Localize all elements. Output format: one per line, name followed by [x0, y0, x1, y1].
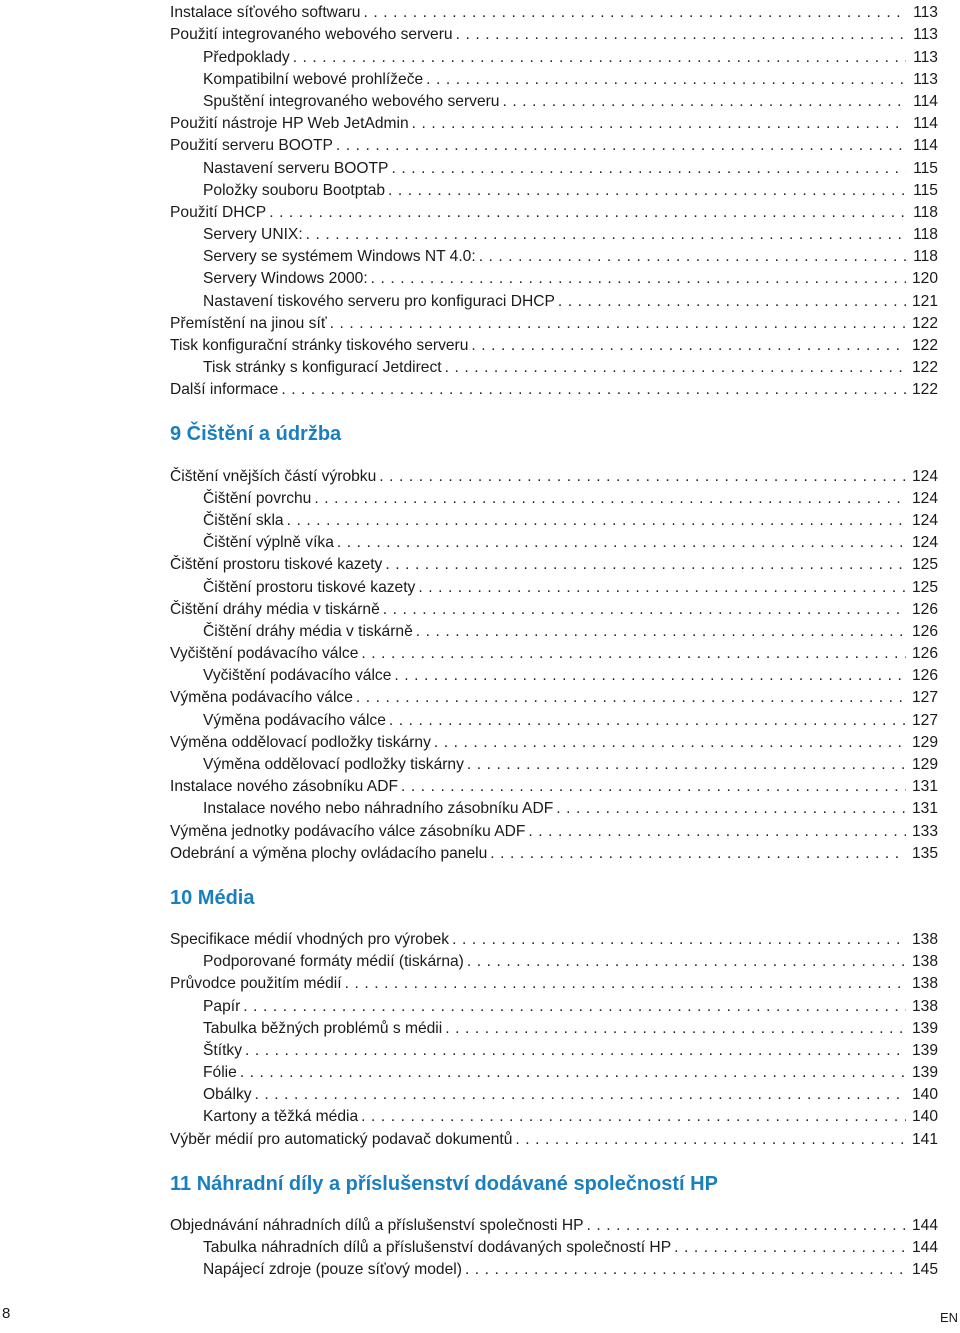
dot-leader: [314, 490, 906, 508]
toc-page-number: 131: [911, 778, 938, 796]
toc-page-number: 145: [911, 1261, 938, 1279]
dot-leader: [389, 712, 906, 730]
toc-subentry[interactable]: [170, 1235, 938, 1257]
toc-entry-title: Použití integrovaného webového serveru: [170, 26, 453, 44]
toc-subentry[interactable]: [170, 67, 938, 89]
toc-subentry[interactable]: [170, 355, 938, 377]
toc-page-number: 114: [913, 137, 938, 155]
toc-entry[interactable]: [170, 133, 938, 155]
toc-page-number: 122: [911, 359, 938, 377]
toc-entry-title: Položky souboru Bootptab: [203, 181, 386, 199]
toc-page-number: 138: [911, 953, 938, 971]
dot-leader: [356, 689, 906, 707]
toc-page-number: 113: [913, 4, 938, 22]
toc-subentry[interactable]: [170, 222, 938, 244]
toc-subentry[interactable]: [170, 288, 938, 310]
toc-page-number: 114: [913, 115, 938, 133]
toc-subentry[interactable]: [170, 508, 938, 530]
toc-page-number: 126: [911, 600, 938, 618]
dot-leader: [528, 823, 906, 841]
toc-subentry[interactable]: [170, 949, 938, 971]
dot-leader: [558, 293, 906, 311]
dot-leader: [281, 381, 906, 399]
dot-leader: [385, 556, 906, 574]
toc-entry[interactable]: [170, 730, 938, 752]
toc-entry[interactable]: [170, 200, 938, 222]
toc-page-number: 133: [911, 822, 938, 840]
toc-page-number: 122: [911, 337, 938, 354]
toc-entry-title: Čištění skla: [203, 511, 284, 529]
toc-page-number: 124: [911, 467, 938, 485]
toc-page-number: 131: [911, 800, 938, 818]
toc-entry[interactable]: [170, 927, 938, 949]
toc-page-number: 122: [911, 314, 938, 332]
toc-page-number: 122: [911, 381, 938, 399]
toc-page-number: 113: [913, 26, 938, 44]
toc-page-number: 114: [913, 92, 938, 110]
table-of-contents: [170, 0, 938, 1279]
dot-leader: [306, 226, 906, 244]
toc-entry-title: Čištění vnějších částí výrobku: [170, 467, 377, 485]
dot-leader: [434, 734, 906, 752]
toc-entry-title: Podporované formáty médií (tiskárna): [203, 953, 464, 971]
toc-subentry[interactable]: [170, 993, 938, 1015]
chapter-spacer: [170, 910, 938, 927]
toc-page-number: 113: [913, 48, 938, 66]
toc-subentry[interactable]: [170, 619, 938, 641]
dot-leader: [426, 71, 906, 89]
toc-entry[interactable]: [170, 22, 938, 44]
dot-leader: [361, 1108, 906, 1126]
toc-entry-title: Nastavení tiskového serveru pro konfiguraci DHCP: [203, 292, 555, 310]
chapter-heading[interactable]: 9 Čištění a údržba: [170, 423, 342, 446]
toc-page-number: 138: [911, 997, 938, 1015]
toc-page-number: 127: [911, 711, 938, 729]
toc-entry-title: Výměna oddělovací podložky tiskárny: [203, 756, 464, 773]
dot-leader: [452, 931, 906, 949]
dot-leader: [467, 756, 906, 774]
toc-page-number: 115: [913, 159, 938, 177]
dot-leader: [255, 1086, 906, 1104]
toc-entry-title: Výměna jednotky podávacího válce zásobníku ADF: [170, 822, 526, 840]
toc-entry[interactable]: [170, 971, 938, 993]
toc-subentry[interactable]: [170, 1016, 938, 1038]
dot-leader: [418, 579, 906, 597]
dot-leader: [456, 26, 906, 44]
toc-page-number: 140: [911, 1108, 938, 1126]
toc-entry[interactable]: [170, 0, 938, 22]
toc-entry-title: Servery se systémem Windows NT 4.0:: [203, 248, 476, 266]
dot-leader: [240, 1064, 906, 1082]
toc-entry-title: Čištění dráhy média v tiskárně: [170, 600, 380, 618]
dot-leader: [394, 667, 906, 685]
toc-entry-title: Odebrání a výměna plochy ovládacího panelu: [170, 844, 488, 862]
toc-entry[interactable]: [170, 377, 938, 399]
dot-leader: [245, 1042, 906, 1060]
toc-page-number: 126: [911, 645, 938, 663]
toc-page-number: 129: [911, 756, 938, 773]
chapter-spacer: [170, 446, 938, 463]
dot-leader: [383, 601, 906, 619]
toc-entry-title: Čištění dráhy média v tiskárně: [203, 622, 413, 640]
toc-subentry[interactable]: [170, 1257, 938, 1279]
chapter-heading[interactable]: 10 Média: [170, 886, 255, 909]
toc-entry-title: Tisk stránky s konfigurací Jetdirect: [203, 359, 442, 377]
toc-entry-title: Kompatibilní webové prohlížeče: [203, 70, 424, 88]
toc-entry-title: Výměna oddělovací podložky tiskárny: [170, 733, 431, 751]
toc-page-number: 127: [911, 689, 938, 707]
dot-leader: [388, 182, 906, 200]
toc-page-number: 125: [911, 578, 938, 596]
toc-page-number: 120: [911, 270, 938, 288]
page-number: 8: [2, 1305, 11, 1322]
dot-leader: [416, 623, 906, 641]
toc-page-number: 139: [911, 1064, 938, 1082]
toc-page-number: 135: [911, 844, 938, 862]
toc-subentry[interactable]: [170, 707, 938, 729]
toc-page-number: 126: [911, 622, 938, 640]
dot-leader: [243, 998, 906, 1016]
toc-subentry[interactable]: [170, 796, 938, 818]
toc-entry-title: Použití serveru BOOTP: [170, 137, 333, 155]
toc-entry[interactable]: [170, 685, 938, 707]
chapter-heading[interactable]: 11 Náhradní díly a příslušenství dodávané společností HP: [170, 1172, 718, 1195]
toc-subentry[interactable]: [170, 486, 938, 508]
toc-entry-title: Tisk konfigurační stránky tiskového serveru: [170, 337, 469, 354]
toc-entry-title: Tabulka běžných problémů s médii: [203, 1019, 443, 1037]
toc-entry-title: Čištění prostoru tiskové kazety: [170, 556, 383, 574]
toc-page-number: 124: [911, 489, 938, 507]
toc-subentry[interactable]: [170, 574, 938, 596]
toc-entry-title: Předpoklady: [203, 48, 290, 66]
toc-entry-title: Čištění výplně víka: [203, 534, 334, 552]
dot-leader: [363, 4, 906, 22]
dot-leader: [467, 953, 906, 971]
toc-page-number: 129: [911, 733, 938, 751]
toc-entry-title: Výběr médií pro automatický podavač dokumentů: [170, 1130, 513, 1148]
toc-entry-title: Instalace síťového softwaru: [170, 4, 361, 22]
toc-entry-title: Obálky: [203, 1086, 252, 1104]
dot-leader: [371, 270, 906, 288]
toc-entry-title: Papír: [203, 997, 241, 1015]
toc-entry[interactable]: [170, 1126, 938, 1148]
toc-entry-title: Použití DHCP: [170, 203, 267, 221]
dot-leader: [471, 337, 906, 355]
dot-leader: [269, 204, 906, 222]
toc-page-number: 138: [911, 975, 938, 993]
toc-page-number: 141: [911, 1130, 938, 1148]
toc-entry-title: Použití nástroje HP Web JetAdmin: [170, 115, 409, 133]
toc-subentry[interactable]: [170, 155, 938, 177]
toc-page-number: 124: [911, 534, 938, 552]
toc-entry-title: Objednávání náhradních dílů a příslušenství společnosti HP: [170, 1216, 584, 1234]
dot-leader: [445, 359, 906, 377]
toc-entry-title: Čištění prostoru tiskové kazety: [203, 578, 416, 596]
toc-page-number: 139: [911, 1041, 938, 1059]
toc-entry[interactable]: [170, 641, 938, 663]
toc-subentry[interactable]: [170, 89, 938, 111]
dot-leader: [515, 1131, 906, 1149]
toc-entry-title: Servery Windows 2000:: [203, 270, 368, 288]
toc-page-number: 138: [911, 930, 938, 948]
toc-entry-title: Kartony a těžká média: [203, 1108, 359, 1126]
dot-leader: [379, 468, 906, 486]
dot-leader: [556, 800, 906, 818]
toc-page-number: 113: [913, 70, 938, 88]
chapter-spacer: [170, 863, 938, 880]
toc-subentry[interactable]: [170, 244, 938, 266]
toc-entry-title: Výměna podávacího válce: [170, 689, 353, 707]
toc-entry-title: Instalace nového nebo náhradního zásobníku ADF: [203, 800, 554, 818]
toc-entry-title: Spuštění integrovaného webového serveru: [203, 92, 500, 110]
toc-entry-title: Tabulka náhradních dílů a příslušenství dodávaných společností HP: [203, 1239, 672, 1256]
toc-entry[interactable]: [170, 597, 938, 619]
dot-leader: [465, 1261, 906, 1279]
dot-leader: [401, 778, 906, 796]
toc-page-number: 144: [911, 1239, 938, 1256]
toc-entry[interactable]: [170, 552, 938, 574]
toc-page-number: 140: [911, 1086, 938, 1104]
dot-leader: [586, 1217, 906, 1235]
toc-page-number: 115: [913, 181, 938, 199]
dot-leader: [479, 248, 906, 266]
toc-page-number: 125: [911, 556, 938, 574]
toc-entry[interactable]: [170, 841, 938, 863]
dot-leader: [293, 49, 906, 67]
toc-subentry[interactable]: [170, 752, 938, 774]
dot-leader: [287, 512, 906, 530]
toc-entry-title: Nastavení serveru BOOTP: [203, 159, 389, 177]
toc-entry-title: Instalace nového zásobníku ADF: [170, 778, 398, 796]
toc-entry[interactable]: [170, 333, 938, 355]
toc-page-number: 121: [911, 292, 938, 310]
dot-leader: [502, 93, 906, 111]
chapter-spacer: [170, 399, 938, 416]
chapter-spacer: [170, 1196, 938, 1213]
toc-subentry[interactable]: [170, 266, 938, 288]
chapter-spacer: [170, 1149, 938, 1166]
toc-entry[interactable]: [170, 111, 938, 133]
toc-subentry[interactable]: [170, 663, 938, 685]
dot-leader: [361, 645, 906, 663]
toc-entry[interactable]: [170, 774, 938, 796]
toc-entry-title: Štítky: [203, 1041, 242, 1059]
toc-entry-title: Servery UNIX:: [203, 226, 303, 244]
dot-leader: [337, 534, 906, 552]
dot-leader: [336, 137, 906, 155]
toc-entry-title: Čištění povrchu: [203, 489, 312, 507]
toc-entry-title: Specifikace médií vhodných pro výrobek: [170, 930, 450, 948]
toc-entry-title: Vyčištění podávacího válce: [203, 667, 392, 685]
toc-entry-title: Fólie: [203, 1064, 237, 1082]
toc-entry[interactable]: [170, 1213, 938, 1235]
dot-leader: [490, 845, 906, 863]
toc-page-number: 144: [911, 1216, 938, 1234]
toc-entry[interactable]: [170, 463, 938, 485]
toc-entry-title: Další informace: [170, 381, 279, 399]
dot-leader: [330, 315, 906, 333]
toc-subentry[interactable]: [170, 44, 938, 66]
dot-leader: [391, 160, 906, 178]
dot-leader: [674, 1239, 906, 1257]
toc-entry-title: Napájecí zdroje (pouze síťový model): [203, 1261, 462, 1279]
dot-leader: [345, 975, 906, 993]
toc-subentry[interactable]: [170, 530, 938, 552]
toc-page-number: 124: [911, 511, 938, 529]
toc-entry-title: Vyčištění podávacího válce: [170, 645, 359, 663]
toc-subentry[interactable]: [170, 1060, 938, 1082]
toc-entry-title: Průvodce použitím médií: [170, 975, 342, 993]
language-code: EN: [939, 1310, 958, 1325]
toc-page-number: 118: [913, 203, 938, 221]
dot-leader: [445, 1020, 906, 1038]
toc-subentry[interactable]: [170, 178, 938, 200]
toc-subentry[interactable]: [170, 1038, 938, 1060]
toc-page-number: 118: [913, 248, 938, 266]
toc-page-number: 126: [911, 667, 938, 685]
toc-entry[interactable]: [170, 818, 938, 840]
toc-entry[interactable]: [170, 311, 938, 333]
toc-page-number: 118: [913, 226, 938, 244]
dot-leader: [412, 115, 906, 133]
toc-entry-title: Výměna podávacího válce: [203, 711, 386, 729]
toc-subentry[interactable]: [170, 1104, 938, 1126]
toc-page-number: 139: [911, 1019, 938, 1037]
toc-subentry[interactable]: [170, 1082, 938, 1104]
toc-entry-title: Přemístění na jinou síť: [170, 314, 327, 332]
